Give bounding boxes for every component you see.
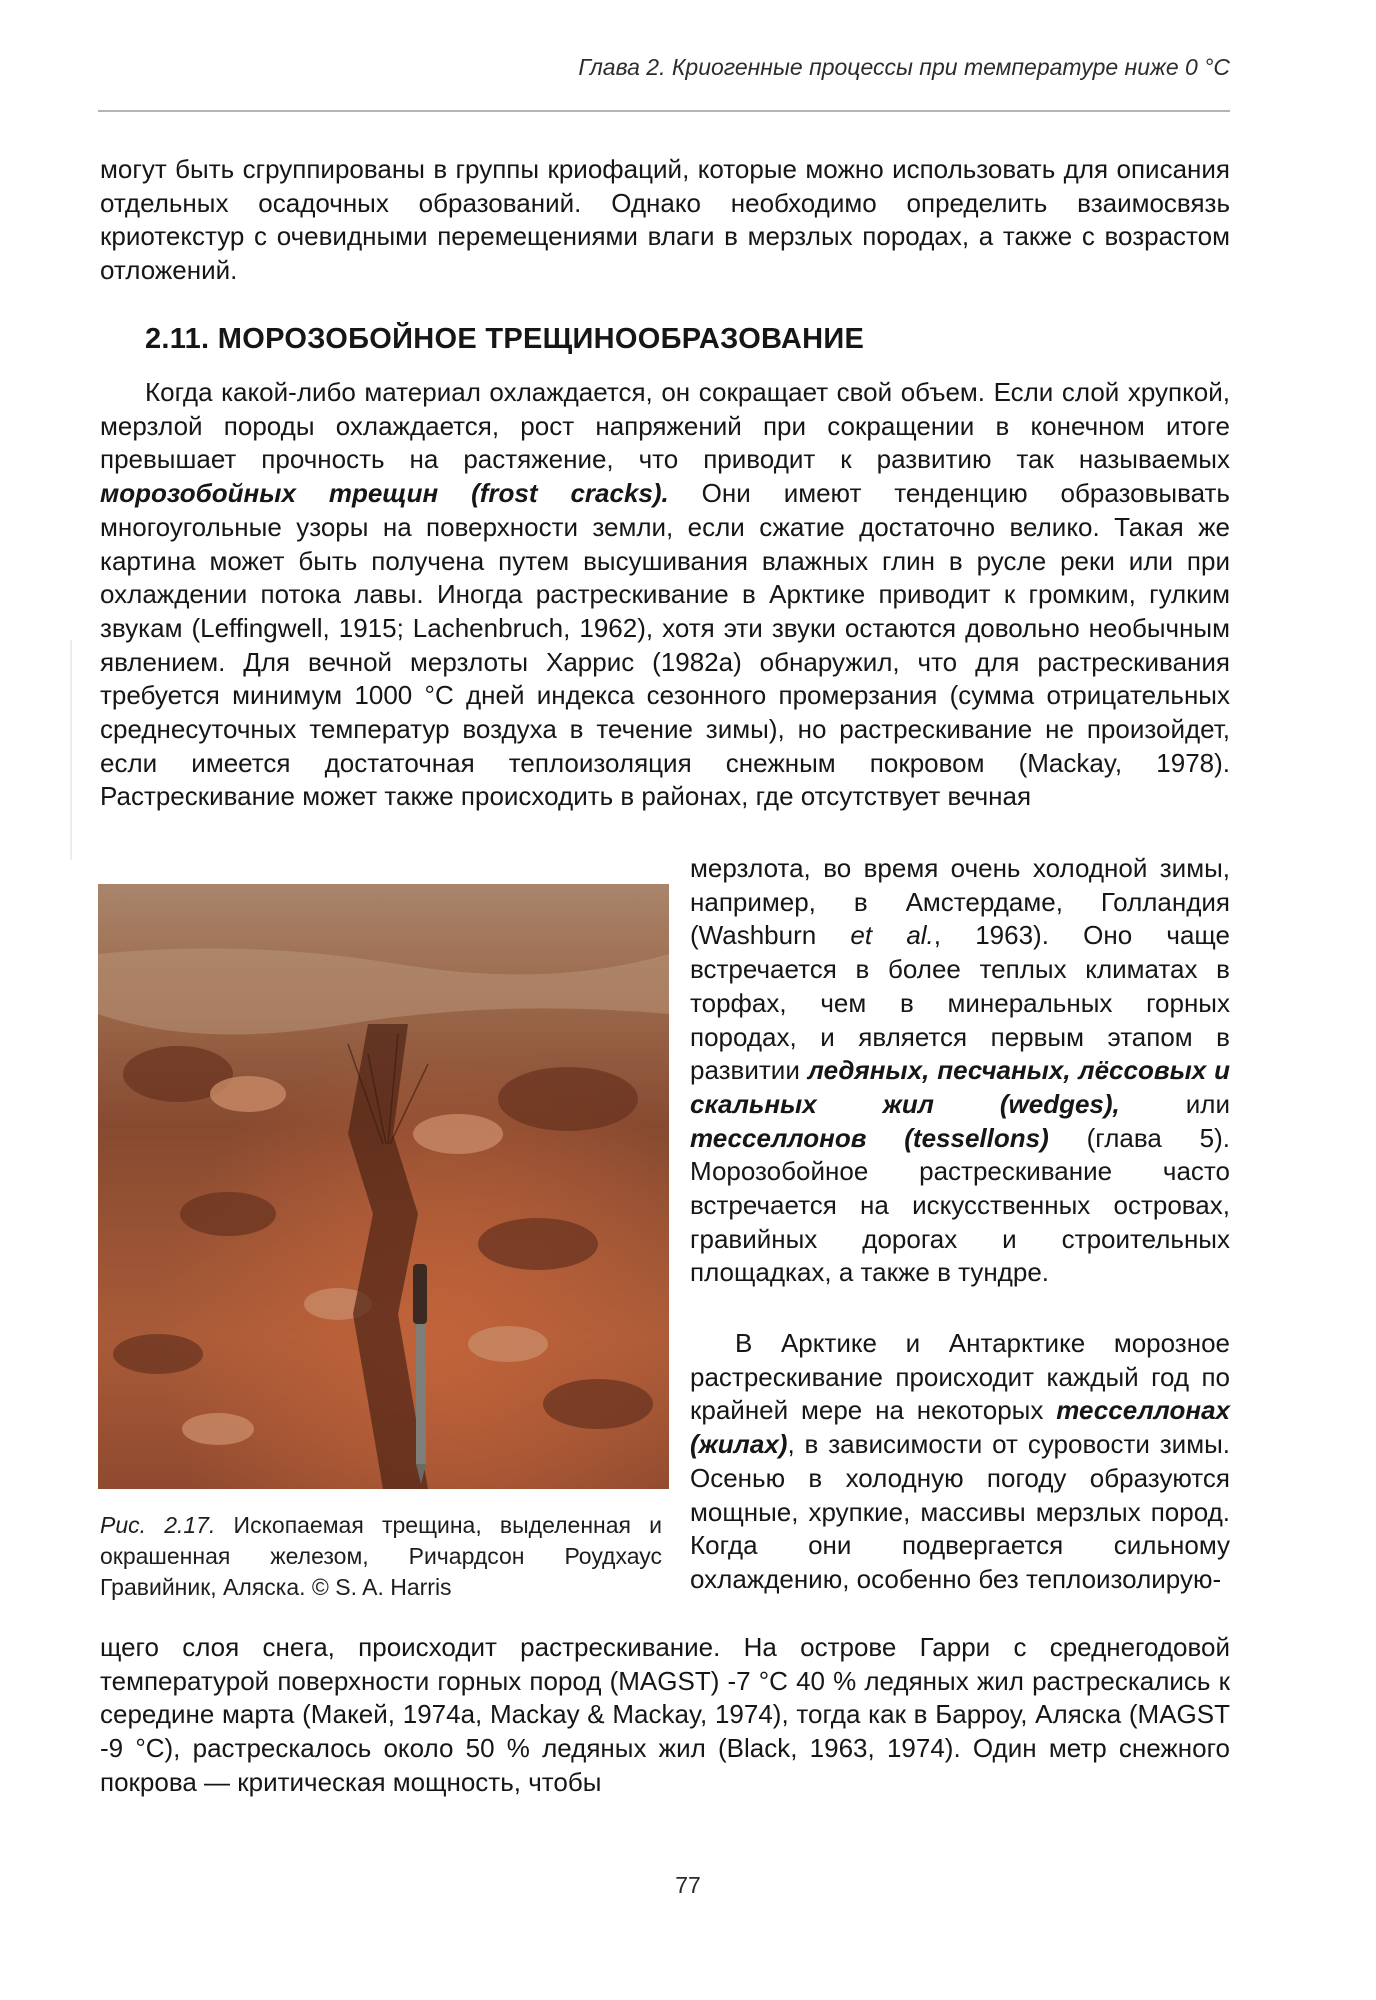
figure-caption <box>100 1510 662 1603</box>
final-paragraph: щего слоя снега, происходит растрескивание. На острове Гарри с среднегодовой температурой поверхности горных пород (MAGST) -7 °С 40 % ледяных жил растрескались к середине марта (Макей, 1974а, Mackay & Mackay, 1974), тогда как в Барроу, Аляска (MAGST -9 °С), растрескалось около 50 % ледяных жил (Black, 1963, 1974). Один метр снежного покрова — критическая мощность, чтобы <box>100 1632 1230 1797</box>
figure-caption-text: Ископаемая трещина, выделенная и окрашенная железом, Ричардсон Роудхаус Гравийник, Аляска. © S. A. Harris <box>100 1512 662 1600</box>
column-paragraph-2 <box>690 1327 1230 1597</box>
p1-text-a: Когда какой-либо материал охлаждается, он сокращает свой объем. Если слой хрупкой, мерзлой породы охлаждается, рост напряжений при сокращении в конечном итоге превышает прочность на растяжение, что приводит к развитию так называемых <box>100 377 1230 475</box>
fossil-crack-photo <box>98 884 669 1489</box>
section-heading: 2.11. МОРОЗОБОЙНОЕ ТРЕЩИНООБРАЗОВАНИЕ <box>145 323 865 355</box>
paragraph-frost-cracks <box>100 376 1230 814</box>
term-frost-cracks: морозобойных трещин (frost cracks). <box>100 478 669 509</box>
col2-text-a: В Арктике и Антарктике морозное растрескивание происходит каждый год по крайней мере на некоторых <box>690 1328 1230 1426</box>
p1-text-b: Они имеют тенденцию образовывать многоугольные узоры на поверхности земли, если сжатие достаточно велико. Такая же картина может быть получена путем высушивания влажных глин в русле реки или при охлаждении потока лавы. Иногда растрескивание в Арктике приводит к громким, гулким звукам (Leffingwell, 1915; Lachenbruch, 1962), хотя эти звуки остаются довольно необычным явлением. Для вечной мерзлоты Харрис (1982а) обнаружил, что для растрескивания требуется минимум 1000 °С дней индекса сезонного промерзания (сумма отрицательных среднесуточных температур воздуха в течение зимы), но растрескивание не произойдет, если имеется достаточная теплоизоляция снежным покровом (Mackay, 1978). Растрескивание может также происходить в районах, где отсутствует вечная <box>100 478 1230 812</box>
scan-margin-mark <box>70 640 72 860</box>
figure-label: Рис. 2.17. <box>100 1512 216 1538</box>
figure-photo <box>98 884 669 1489</box>
running-header: Глава 2. Криогенные процессы при температуре ниже 0 °С <box>578 54 1230 80</box>
col1-text-d: (глава 5). Морозобойное растрескивание часто встречается на искусственных островах, гравийных дорогах и строительных площадках, а также в тундре. <box>690 1122 1230 1288</box>
term-tessellons: тесселлонов (tessellons) <box>690 1122 1049 1153</box>
col1-etal: et al. <box>850 920 934 951</box>
col1-text-c: или <box>1185 1088 1230 1119</box>
col2-text-b: , в зависимости от суровости зимы. Осенью в холодную погоду образуются мощные, хрупкие, массивы мерзлых пород. Когда они подвергается сильному охлаждению, особенно без теплоизолирую- <box>690 1429 1230 1594</box>
column-paragraph-1 <box>690 852 1230 1290</box>
header-rule <box>98 110 1230 112</box>
col1-text-b: , 1963). Оно чаще встречается в более теплых климатах в торфах, чем в минеральных горных породах, и является первым этапом в развитии <box>690 920 1230 1086</box>
col1-text-a: мерзлота, во время очень холодной зимы, например, в Амстердаме, Голландия (Washburn <box>690 853 1230 951</box>
intro-paragraph: могут быть сгруппированы в группы криофаций, которые можно использовать для описания отдельных осадочных образований. Однако необходимо определить взаимосвязь криотекстур с очевидными перемещениями влаги в мерзлых породах, а также с возрастом отложений. <box>100 154 1230 286</box>
term-tessellons-wedges: тесселлонах (жилах) <box>690 1395 1230 1460</box>
page-number: 77 <box>675 1872 701 1898</box>
term-wedges: ледяных, песчаных, лёссовых и скальных жил (wedges), <box>690 1055 1230 1119</box>
